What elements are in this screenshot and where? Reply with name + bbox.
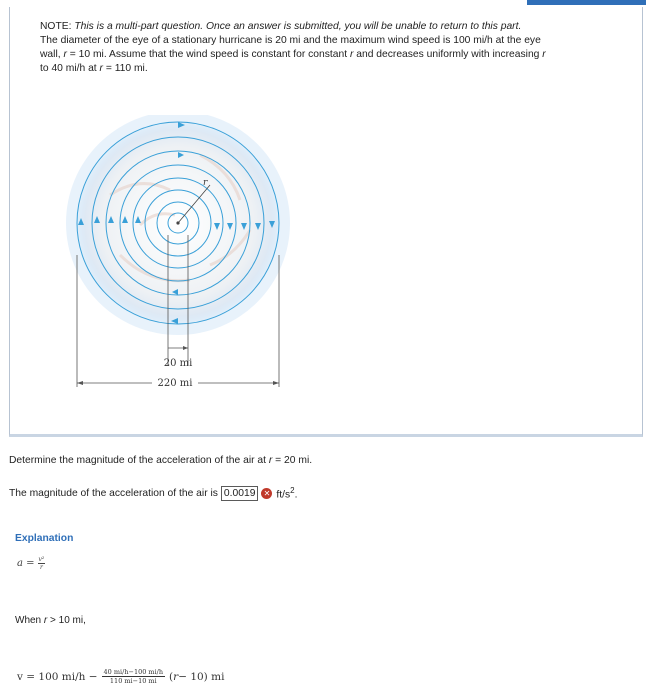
- note-line-3b: = 10 mi. Assume that the wind speed is constant for constant: [66, 49, 350, 60]
- incorrect-icon: ✕: [261, 488, 272, 499]
- question-suffix: = 20 mi.: [272, 455, 313, 466]
- note-line-4b: = 110 mi.: [102, 63, 148, 74]
- unit-exponent: 2: [290, 486, 295, 496]
- condition-r: r: [43, 615, 48, 626]
- formula-v-paren: (: [169, 670, 174, 683]
- note-text: [40, 20, 620, 76]
- hurricane-figure: [60, 115, 300, 405]
- condition-prefix: When: [15, 615, 44, 626]
- note-line-3a: wall,: [40, 49, 64, 60]
- answer-input[interactable]: 0.0019: [221, 486, 259, 501]
- question-r: r: [268, 455, 273, 466]
- question-prefix: Determine the magnitude of the acceleration of the air at: [9, 455, 269, 466]
- note-line-3c: and decreases uniformly with increasing: [353, 49, 543, 60]
- unit-base: ft/s: [276, 489, 291, 501]
- note-r-1: r: [63, 49, 67, 60]
- formula-v-rest: − 10) mi: [178, 670, 225, 683]
- note-line-4a: to 40 mi/h at: [40, 63, 100, 74]
- formula-a-lhs: a =: [17, 558, 35, 569]
- acceleration-formula: [17, 556, 45, 571]
- explanation-title: Explanation: [15, 533, 74, 544]
- note-r-3: r: [542, 49, 546, 60]
- top-tab-accent: [527, 0, 646, 5]
- formula-v-denominator: 110 mi−10 mi: [109, 677, 157, 685]
- question-panel: [9, 7, 643, 437]
- formula-v-fraction: [102, 668, 166, 685]
- formula-v-numerator: 40 mi/h−100 mi/h: [103, 668, 164, 676]
- formula-v-r: r: [173, 670, 179, 683]
- answer-prefix: The magnitude of the acceleration of the air is: [9, 488, 218, 499]
- note-italic: This is a multi-part question. Once an answer is submitted, you will be unable to return to this part.: [74, 21, 522, 32]
- formula-a-numerator: v²: [38, 556, 45, 563]
- answer-line: [9, 486, 297, 501]
- radius-label: r: [203, 178, 208, 188]
- formula-a-denominator: r: [39, 564, 43, 571]
- note-r-2: r: [349, 49, 354, 60]
- formula-v-lhs: v = 100 mi/h −: [17, 670, 98, 683]
- note-r-4: r: [99, 63, 103, 74]
- total-diameter-label: 220 mi: [157, 378, 193, 389]
- answer-period: .: [294, 489, 298, 501]
- note-line-2: The diameter of the eye of a stationary hurricane is 20 mi and the maximum wind speed is 100 mi/h at the eye: [40, 35, 541, 46]
- answer-unit: [276, 486, 297, 500]
- note-label: NOTE:: [40, 21, 72, 32]
- formula-a-fraction: [38, 556, 46, 571]
- condition-text: [15, 615, 86, 626]
- condition-suffix: > 10 mi,: [47, 615, 86, 626]
- question-text: [9, 455, 312, 466]
- velocity-formula: [17, 668, 224, 685]
- eye-diameter-label: 20 mi: [163, 358, 193, 369]
- eye-center: [176, 221, 179, 224]
